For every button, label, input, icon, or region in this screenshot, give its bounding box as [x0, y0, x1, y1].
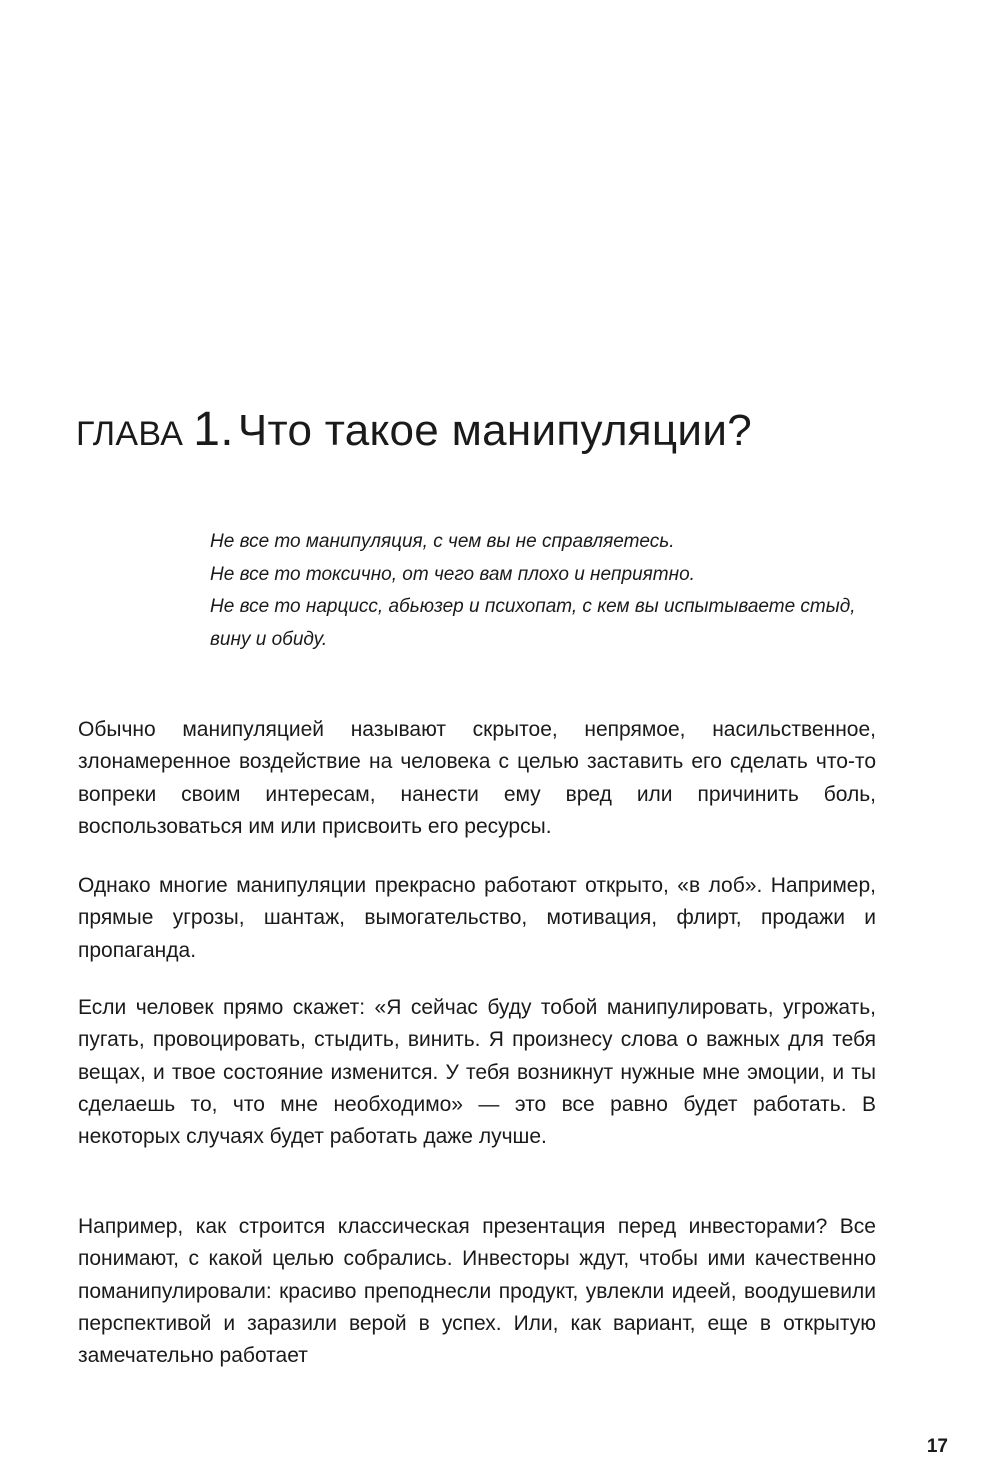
epigraph-line: Не все то токсично, от чего вам плохо и неприятно. [210, 563, 695, 585]
epigraph-line: Не все то нарцисс, абьюзер и психопат, с кем вы испытываете стыд, вину и обиду. [210, 596, 856, 650]
chapter-label: ГЛАВА [76, 415, 184, 453]
body-paragraph: Например, как строится классическая презентация перед инвесторами? Все понимают, с какой целью собрались. Инвесторы ждут, чтобы ими качественно поманипулировали: красиво преподнесли продукт, увлекли идеей, воодушевили перспективой и заразили верой в успех. Или, как вариант, еще в открытую замечательно работает [78, 1215, 876, 1368]
chapter-number: 1. [193, 403, 234, 456]
epigraph [210, 526, 890, 656]
chapter-title [76, 398, 936, 466]
epigraph-line: Не все то манипуляция, с чем вы не справляетесь. [210, 531, 675, 552]
chapter-name: Что такое манипуляции? [237, 406, 752, 455]
body-paragraph: Если человек прямо скажет: «Я сейчас буду тобой манипулировать, угрожать, пугать, провоцировать, стыдить, винить. Я произнесу слова о важных для тебя вещах, и твое состояние изменится. У тебя возникнут нужные мне эмоции, и ты сделаешь то, что мне необходимо» — это все равно будет работать. В некоторых случаях будет работать даже лучше. [78, 996, 876, 1149]
body-paragraph: Однако многие манипуляции прекрасно работают открыто, «в лоб». Например, прямые угрозы, шантаж, вымогательство, мотивация, флирт, продажи и пропаганда. [78, 874, 876, 962]
body-paragraph: Обычно манипуляцией называют скрытое, непрямое, насильственное, злонамеренное воздействие на человека с целью заставить его сделать что-то вопреки своим интересам, нанести ему вред или причинить боль, воспользоваться им или присвоить его ресурсы. [78, 718, 876, 838]
page-number: 17 [926, 1436, 948, 1457]
